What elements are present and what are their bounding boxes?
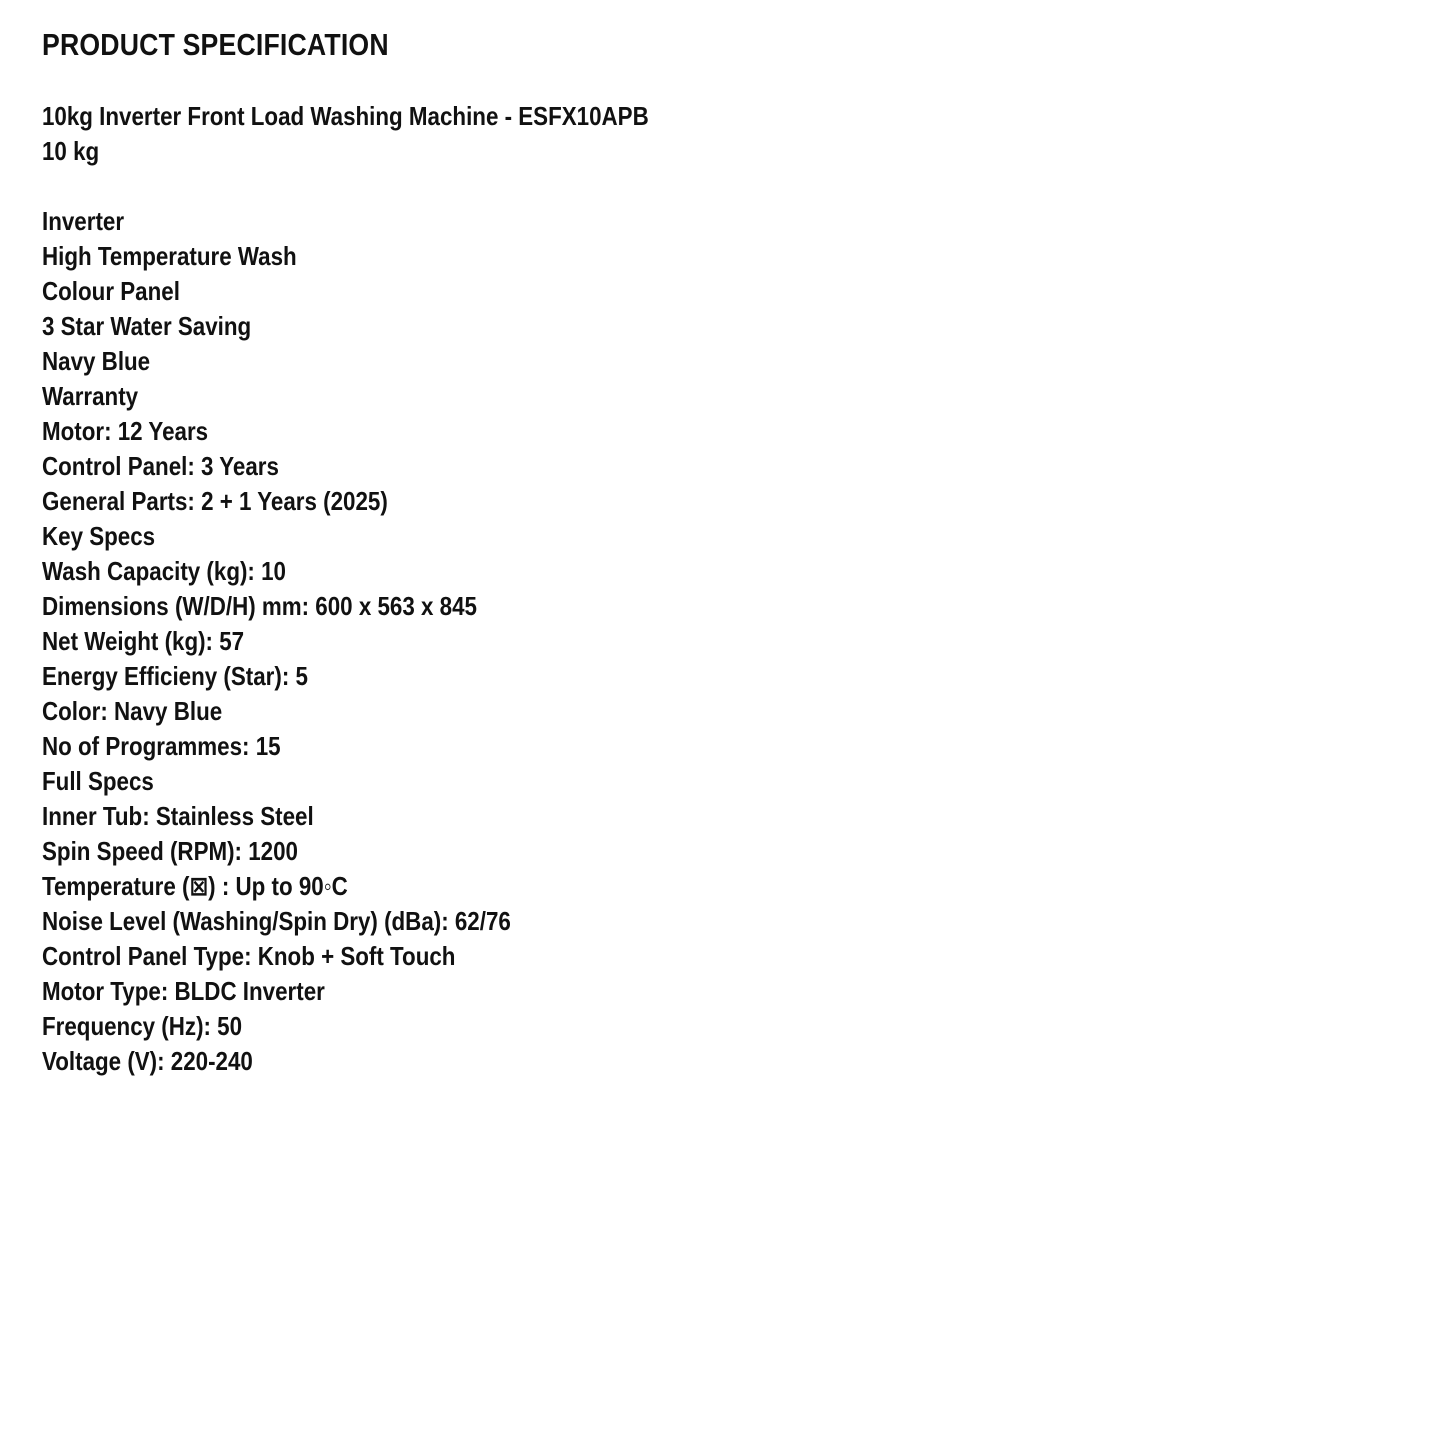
spec-spin-speed: Spin Speed (RPM): 1200: [42, 836, 298, 866]
spec-net-weight: Net Weight (kg): 57: [42, 626, 245, 656]
spec-color: Color: Navy Blue: [42, 696, 223, 726]
document-title: PRODUCT SPECIFICATION: [42, 27, 389, 62]
feature-water-saving: 3 Star Water Saving: [42, 311, 252, 341]
product-summary: [42, 99, 1402, 169]
spec-voltage: Voltage (V): 220-240: [42, 1046, 253, 1076]
full-specs-heading: Full Specs: [42, 766, 154, 796]
warranty-general-parts: General Parts: 2 + 1 Years (2025): [42, 486, 388, 516]
spec-noise-level: Noise Level (Washing/Spin Dry) (dBa): 62/76: [42, 906, 511, 936]
feature-colour-panel: Colour Panel: [42, 276, 180, 306]
feature-color: Navy Blue: [42, 346, 151, 376]
product-name: 10kg Inverter Front Load Washing Machine - ESFX10APB: [42, 101, 649, 131]
key-specs-heading: Key Specs: [42, 521, 156, 551]
feature-inverter: Inverter: [42, 206, 125, 236]
spec-motor-type: Motor Type: BLDC Inverter: [42, 976, 325, 1006]
spec-programmes: No of Programmes: 15: [42, 731, 281, 761]
spec-inner-tub: Inner Tub: Stainless Steel: [42, 801, 314, 831]
feature-high-temperature-wash: High Temperature Wash: [42, 241, 297, 271]
warranty-control-panel: Control Panel: 3 Years: [42, 451, 279, 481]
spec-temperature: Temperature (⊠) : Up to 90◦C: [42, 871, 348, 901]
product-specification-document: [42, 26, 1402, 1079]
spec-control-panel-type: Control Panel Type: Knob + Soft Touch: [42, 941, 456, 971]
spec-frequency: Frequency (Hz): 50: [42, 1011, 243, 1041]
spec-wash-capacity: Wash Capacity (kg): 10: [42, 556, 286, 586]
spec-energy-efficiency: Energy Efficieny (Star): 5: [42, 661, 308, 691]
product-capacity: 10 kg: [42, 136, 100, 166]
specification-list: [42, 204, 1402, 1079]
spec-dimensions: Dimensions (W/D/H) mm: 600 x 563 x 845: [42, 591, 477, 621]
warranty-motor: Motor: 12 Years: [42, 416, 209, 446]
warranty-heading: Warranty: [42, 381, 139, 411]
